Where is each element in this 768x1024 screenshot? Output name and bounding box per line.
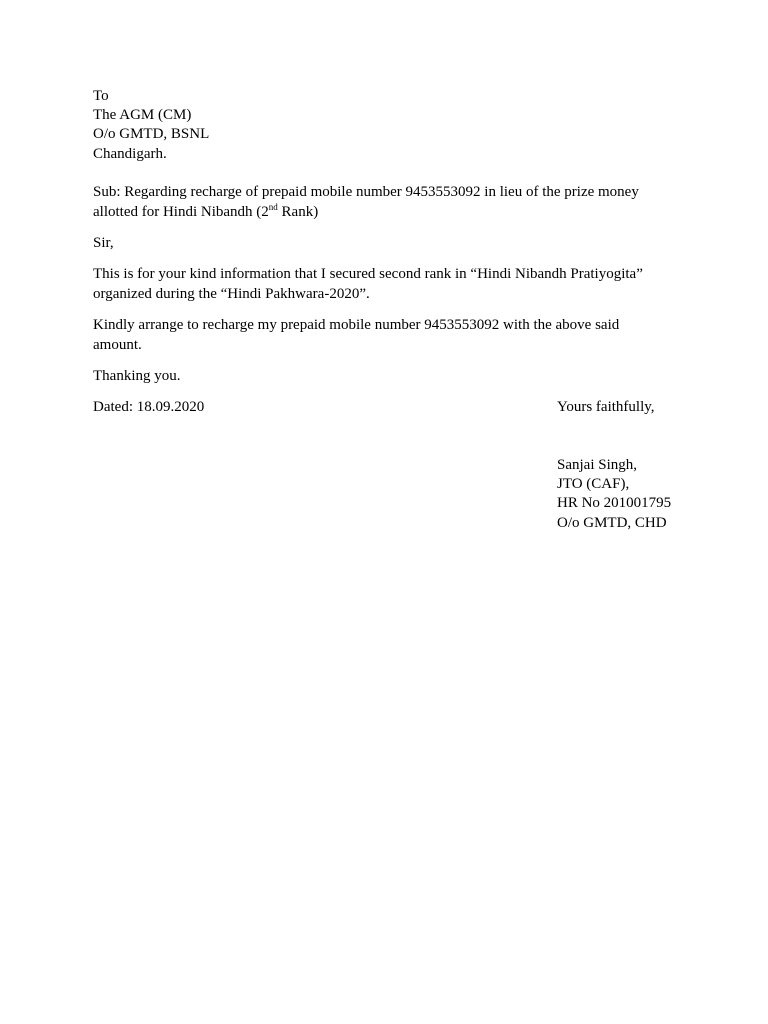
dated-line: Dated: 18.09.2020	[93, 399, 205, 415]
signature-title: JTO (CAF),	[557, 476, 630, 492]
signature-name: Sanjai Singh,	[557, 457, 638, 473]
recipient-designation: The AGM (CM)	[93, 107, 192, 123]
salutation: Sir,	[93, 235, 114, 251]
body-para1-line2: organized during the “Hindi Pakhwara-2020”.	[93, 286, 370, 302]
subject-line-2	[93, 202, 318, 222]
signature-office: O/o GMTD, CHD	[557, 515, 667, 531]
closing-line: Yours faithfully,	[557, 399, 655, 415]
body-para2-line1: Kindly arrange to recharge my prepaid mobile number 9453553092 with the above said	[93, 317, 620, 333]
recipient-to: To	[93, 88, 109, 104]
recipient-office: O/o GMTD, BSNL	[93, 126, 210, 142]
subject-line-2-end: Rank)	[277, 204, 319, 220]
subject-line-2-text: allotted for Hindi Nibandh (2	[93, 204, 269, 220]
subject-rank-superscript: nd	[268, 202, 278, 212]
signature-hr-number: HR No 201001795	[557, 495, 672, 511]
body-para2-line2: amount.	[93, 337, 142, 353]
thanking-line: Thanking you.	[93, 368, 181, 384]
subject-line-1: Sub: Regarding recharge of prepaid mobile number 9453553092 in lieu of the prize money	[93, 184, 639, 200]
body-para1-line1: This is for your kind information that I secured second rank in “Hindi Nibandh Pratiyogita”	[93, 266, 643, 282]
recipient-city: Chandigarh.	[93, 146, 167, 162]
